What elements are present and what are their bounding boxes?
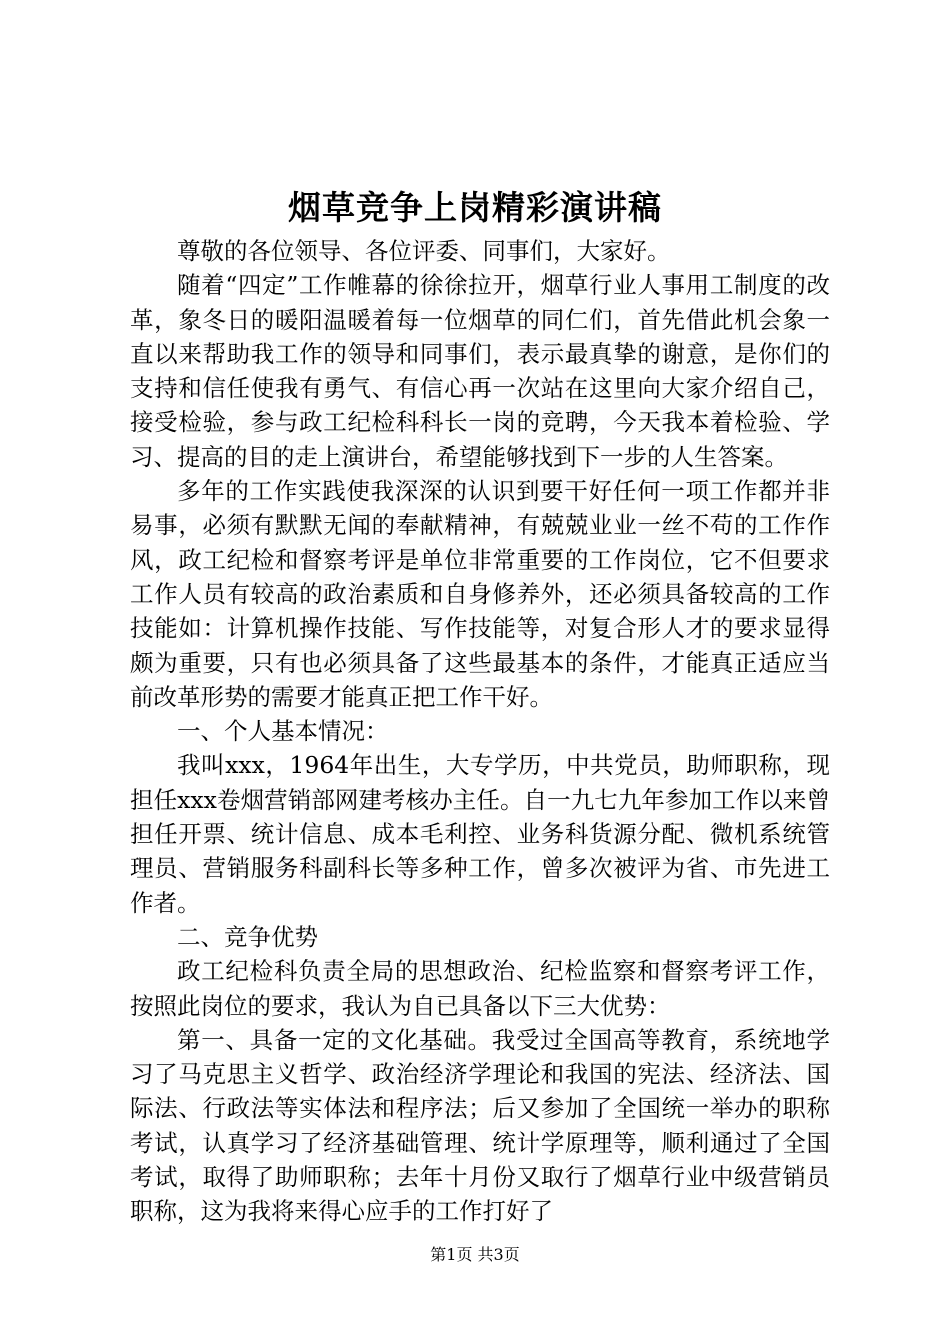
document-title: 烟草竞争上岗精彩演讲稿 xyxy=(288,188,662,227)
document-body xyxy=(130,234,830,1229)
section-heading-personal-info: 一、个人基本情况： xyxy=(177,717,389,746)
paragraph-advantages-intro: 政工纪检科负责全局的思想政治、纪检监察和督察考评工作，按照此岗位的要求，我认为自已具备以下三大优势： xyxy=(130,957,830,1020)
page-number-footer: 第1页 共3页 xyxy=(430,1245,520,1264)
paragraph-advantage-one: 第一、具备一定的文化基础。我受过全国高等教育，系统地学习了马克思主义哲学、政治经济学理论和我国的宪法、经济法、国际法、行政法等实体法和程序法；后又参加了全国统一举办的职称考试，认真学习了经济基础管理、统计学原理等，顺利通过了全国考试，取得了助师职称；去年十月份又取行了烟草行业中级营销员职称，这为我将来得心应手的工作打好了 xyxy=(130,1025,830,1226)
paragraph-work-philosophy: 多年的工作实践使我深深的认识到要干好任何一项工作都并非易事，必须有默默无闻的奉献精神，有兢兢业业一丝不苟的工作作风，政工纪检和督察考评是单位非常重要的工作岗位，它不但要求工作人员有较高的政治素质和自身修养外，还必须具备较高的工作技能如：计算机操作技能、写作技能等，对复合形人才的要求显得颇为重要，只有也必须具备了这些最基本的条件，才能真正适应当前改革形势的需要才能真正把工作干好。 xyxy=(130,477,830,711)
section-heading-advantages: 二、竞争优势 xyxy=(177,922,318,951)
paragraph-introduction: 随着“四定”工作帷幕的徐徐拉开，烟草行业人事用工制度的改革，象冬日的暖阳温暖着每一位烟草的同仁们，首先借此机会象一直以来帮助我工作的领导和同事们，表示最真挚的谢意，是你们的支持和信任使我有勇气、有信心再一次站在这里向大家介绍自己，接受检验，参与政工纪检科科长一岗的竞聘，今天我本着检验、学习、提高的目的走上演讲台，希望能够找到下一步的人生答案。 xyxy=(130,271,830,471)
paragraph-personal-info: 我叫xxx，1964年出生，大专学历，中共党员，助师职称，现担任xxx卷烟营销部网建考核办主任。自一九七九年参加工作以来曾担任开票、统计信息、成本毛利控、业务科货源分配、微机系统管理员、营销服务科副科长等多种工作，曾多次被评为省、市先进工作者。 xyxy=(130,751,830,917)
paragraph-greeting: 尊敬的各位领导、各位评委、同事们，大家好。 xyxy=(177,237,671,265)
